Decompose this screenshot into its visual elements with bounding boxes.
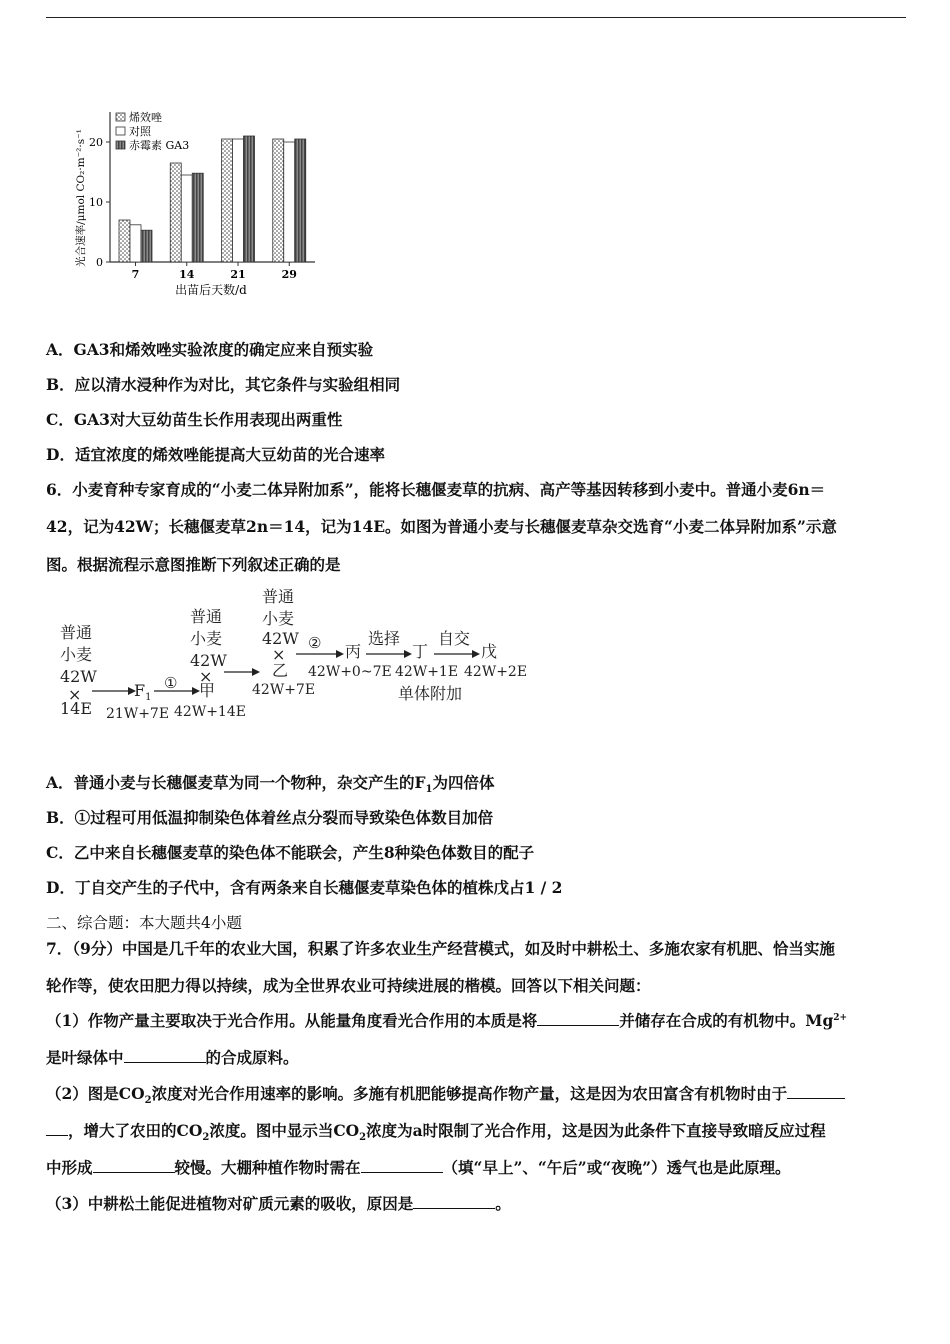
wheat2-line1: 普通 — [190, 607, 223, 626]
x-axis-label: 出苗后天数/d — [175, 283, 247, 297]
answer-blank-5[interactable] — [361, 1158, 443, 1173]
q7-part3-line1: （3）中耕松土能促进植物对矿质元素的吸收，原因是 。 — [46, 1194, 511, 1213]
bing-label: 丙 — [345, 642, 362, 661]
parent1-line1: 普通 — [60, 623, 93, 642]
yi-label: 乙 — [272, 661, 289, 680]
cross-symbol-3: × — [272, 645, 286, 664]
ding-label: 丁 — [412, 642, 429, 661]
parent2-chrom: 14E — [60, 699, 93, 718]
header-rule — [46, 17, 906, 18]
answer-blank-6[interactable] — [413, 1194, 495, 1209]
q5-option-c: C．GA3对大豆幼苗生长作用表现出两重性 — [46, 410, 343, 429]
wheat3-line2: 小麦 — [262, 609, 295, 628]
arrow-step2-head — [336, 650, 344, 658]
legend-swatch — [116, 127, 125, 135]
answer-blank-4[interactable] — [93, 1158, 175, 1173]
q6-stem-line1: 6．小麦育种专家育成的“小麦二体异附加系”，能将长穗偃麦草的抗病、高产等基因转移到小麦中。普通小麦6n＝ — [46, 480, 826, 499]
cross-symbol-2: × — [199, 667, 213, 686]
wu-chrom: 42W+2E — [464, 664, 528, 680]
q7-part2-line2: ，增大了农田的$CO_2$浓度。图中显示当$CO_2$浓度为a时限制了光合作用，这是因为此条件下直接导致暗反应过程 — [46, 1119, 826, 1143]
bar — [295, 139, 306, 262]
bar — [233, 139, 244, 262]
bar — [119, 220, 130, 262]
bar — [192, 173, 203, 262]
bar — [244, 136, 255, 262]
cross-symbol-1: × — [68, 685, 82, 704]
legend-swatch — [116, 113, 125, 121]
wheat3-line1: 普通 — [262, 587, 295, 606]
wu-label: 戊 — [481, 642, 498, 661]
legend-swatch — [116, 141, 125, 149]
q5-option-a: A．GA3和烯效唑实验浓度的确定应来自预实验 — [46, 340, 374, 359]
bar — [130, 225, 141, 262]
q5-option-b: B．应以清水浸种作为对比，其它条件与实验组相同 — [46, 375, 401, 394]
y-axis-label: 光合速率/μmol CO₂·m⁻²·s⁻¹ — [75, 129, 87, 267]
q7-part2-line3: 中形成 较慢。大棚种植作物时需在 （填“早上”、“午后”或“夜晚”）透气也是此原理。 — [46, 1158, 791, 1177]
q7-stem-line2: 轮作等，使农田肥力得以持续，成为全世界农业可持续进展的楷模。回答以下相关问题： — [46, 976, 651, 995]
q6-option-b: B．①过程可用低温抑制染色体着丝点分裂而导致染色体数目加倍 — [46, 808, 494, 827]
q6-option-a: A．普通小麦与长穗偃麦草为同一个物种，杂交产生的$F_1$为四倍体 — [46, 773, 495, 796]
answer-blank-3-cont[interactable] — [46, 1121, 68, 1136]
bar — [181, 175, 192, 262]
ding-chrom: 42W+1E — [395, 664, 459, 680]
x-tick-label: 21 — [230, 268, 246, 281]
answer-blank-2[interactable] — [124, 1048, 206, 1063]
q7-part1-line1: （1）作物产量主要取决于光合作用。从能量角度看光合作用的本质是将 并储存在合成的有机物中。$Mg^{2+}$ — [46, 1011, 848, 1030]
section-heading: 二、综合题：本大题共4小题 — [46, 914, 242, 932]
answer-blank-1[interactable] — [537, 1011, 619, 1026]
selfcross-label: 自交 — [438, 629, 471, 648]
q6-option-d: D．丁自交产生的子代中，含有两条来自长穗偃麦草染色体的植株戊占1 / 2 — [46, 878, 563, 897]
step-1-label: ① — [164, 674, 178, 692]
y-tick-label: 20 — [89, 136, 103, 149]
arrow-select-head — [404, 650, 412, 658]
f1-chrom: 21W+7E — [106, 706, 170, 722]
q6-stem-line3: 图。根据流程示意图推断下列叙述正确的是 — [46, 555, 341, 574]
jia-label: 甲 — [199, 681, 216, 700]
answer-blank-3[interactable] — [787, 1084, 845, 1099]
q7-part1-line2: 是叶绿体中 的合成原料。 — [46, 1048, 299, 1067]
arrow-jia-yi-head — [252, 668, 260, 676]
wheat2-chrom: 42W — [190, 651, 227, 670]
bar — [141, 230, 152, 262]
parent1-line2: 小麦 — [60, 645, 93, 664]
bar — [170, 163, 181, 262]
legend-label: 赤霉素 GA3 — [129, 139, 190, 152]
bar — [273, 139, 284, 262]
step-2-label: ② — [308, 634, 322, 652]
f1-label: $F_1$ — [134, 681, 152, 703]
q7-stem-line1: 7．（9分）中国是几千年的农业大国，积累了许多农业生产经营模式，如及时中耕松土、多施农家有机肥、恰当实施 — [46, 939, 835, 958]
wheat2-line2: 小麦 — [190, 629, 223, 648]
q6-option-c: C．乙中来自长穗偃麦草的染色体不能联会，产生8种染色体数目的配子 — [46, 843, 535, 862]
legend-label: 对照 — [129, 125, 151, 138]
legend-label: 烯效唑 — [129, 111, 162, 124]
q7-part2-line1: （2）图是$CO_2$浓度对光合作用速率的影响。多施有机肥能够提高作物产量，这是因为农田富含有机物时由于 — [46, 1082, 845, 1106]
bar — [222, 139, 233, 262]
arrow-selfcross-head — [472, 650, 480, 658]
x-tick-label: 29 — [281, 268, 297, 281]
x-tick-label: 7 — [131, 268, 140, 281]
breeding-flow-diagram — [50, 584, 540, 729]
y-tick-label: 0 — [96, 256, 103, 269]
q6-stem-line2: 42，记为42W；长穗偃麦草2n＝14，记为14E。如图为普通小麦与长穗偃麦草杂交选育“小麦二体异附加系”示意 — [46, 517, 837, 536]
x-tick-label: 14 — [179, 268, 195, 281]
bar — [284, 142, 295, 262]
ding-note: 单体附加 — [398, 684, 463, 703]
yi-chrom: 42W+7E — [252, 682, 316, 698]
photosynthesis-bar-chart — [70, 108, 330, 330]
jia-chrom: 42W+14E — [174, 704, 246, 720]
bing-chrom: 42W+0~7E — [308, 664, 392, 680]
q5-option-d: D．适宜浓度的烯效唑能提高大豆幼苗的光合速率 — [46, 445, 385, 464]
parent1-chrom: 42W — [60, 667, 97, 686]
wheat3-chrom: 42W — [262, 629, 299, 648]
y-tick-label: 10 — [89, 196, 103, 209]
select-label: 选择 — [368, 629, 401, 648]
